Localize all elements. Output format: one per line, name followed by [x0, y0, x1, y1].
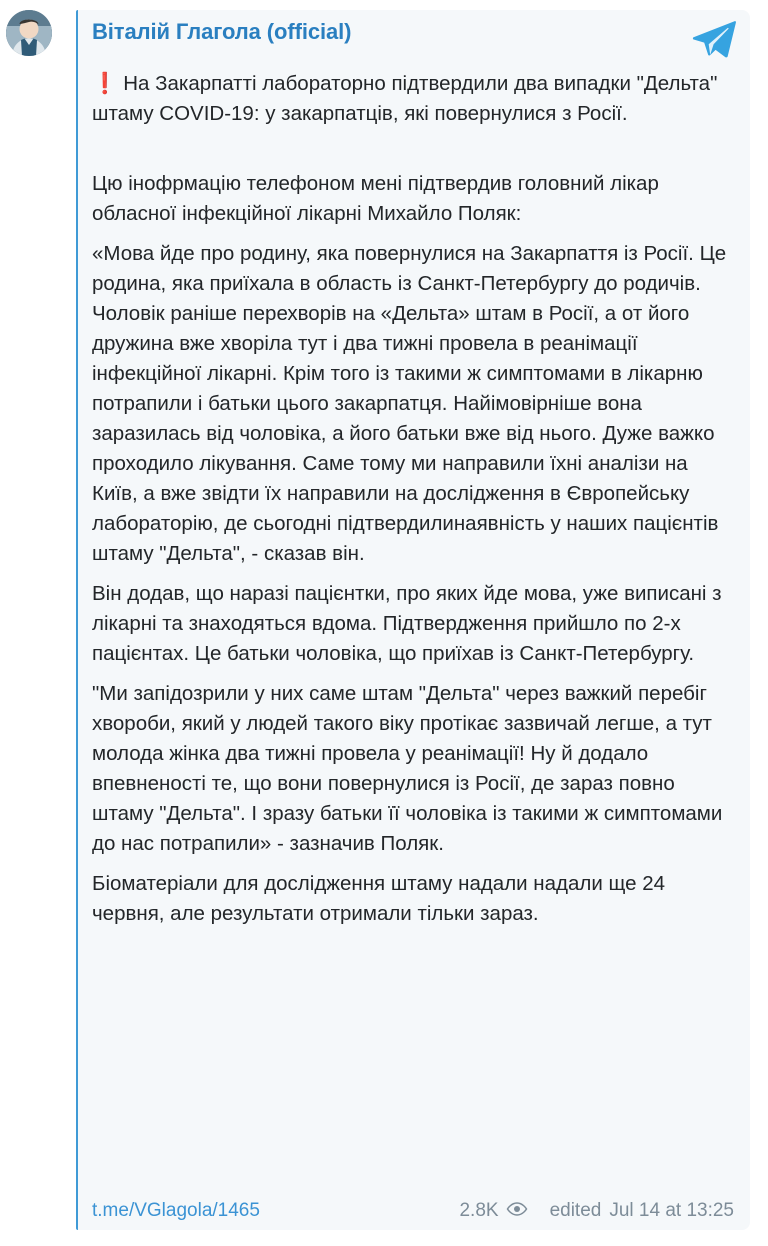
post-timestamp: Jul 14 at 13:25	[609, 1200, 734, 1221]
post-paragraph-2: Цю інофрмацію телефоном мені підтвердив головний лікар обласної інфекційної лікарні Михайло Поляк:	[92, 172, 665, 225]
post-paragraph-6: Біоматеріали для дослідження штаму надали надали ще 24 червня, але результати отримали тільки зараз.	[92, 872, 671, 925]
views-count: 2.8K	[459, 1200, 499, 1221]
views-group	[459, 1200, 527, 1222]
post-paragraph-5: "Ми запідозрили у них саме штам "Дельта" через важкий перебіг хвороби, який у людей такого віку протікає зазвичай легше, а тут молода жінка два тижні провела у реанімації! Ну й додало впевненості те, що вони повернулися із Росії, де зараз повно штаму "Дельта". І зразу батьки її чоловіка із такими ж симптомами до нас потрапили» - зазначив Поляк.	[92, 682, 729, 855]
post-footer	[92, 1200, 734, 1222]
post-paragraph-4: Він додав, що наразі пацієнтки, про яких йде мова, уже виписані з лікарні та знаходяться вдома. Підтвердження прийшло по 2-х пацієнтах. Це батьки чоловіка, що приїхав із Санкт-Петербургу.	[92, 582, 728, 665]
channel-name[interactable]: Віталій Глагола (official)	[92, 19, 352, 44]
paragraph-spacer	[92, 129, 734, 159]
message-bubble	[76, 10, 750, 1230]
avatar[interactable]	[6, 10, 52, 56]
post-link[interactable]: t.me/VGlagola/1465	[92, 1200, 260, 1221]
eye-icon	[506, 1200, 528, 1222]
post-paragraph-1: ❗️ На Закарпатті лабораторно підтвердили два випадки "Дельта" штаму COVID-19: у закарпатців, які повернулися з Росії.	[92, 72, 724, 125]
post-paragraph-3: «Мова йде про родину, яка повернулися на Закарпаття із Росії. Це родина, яка приїхала в область із Санкт-Петербургу до родичів. Чоловік раніше перехворів на «Дельта» штам в Росії, а от його дружина вже хворіла тут і два тижні провела в реанімації інфекційної лікарні. Крім того із такими ж симптомами в лікарню потрапили і батьки цього закарпатця. Найімовірніше вона заразилась від чоловіка, а його батьки вже від нього. Дуже важко проходило лікування. Саме тому ми направили їхні аналізи на Київ, а вже звідти їх направили на дослідження в Європейську лабораторію, де сьогодні підтвердилинаявність у наших пацієнтів штаму "Дельта", - сказав він.	[92, 242, 732, 565]
post-header	[92, 18, 734, 63]
telegram-icon	[692, 20, 736, 63]
edited-label: edited	[549, 1200, 602, 1221]
